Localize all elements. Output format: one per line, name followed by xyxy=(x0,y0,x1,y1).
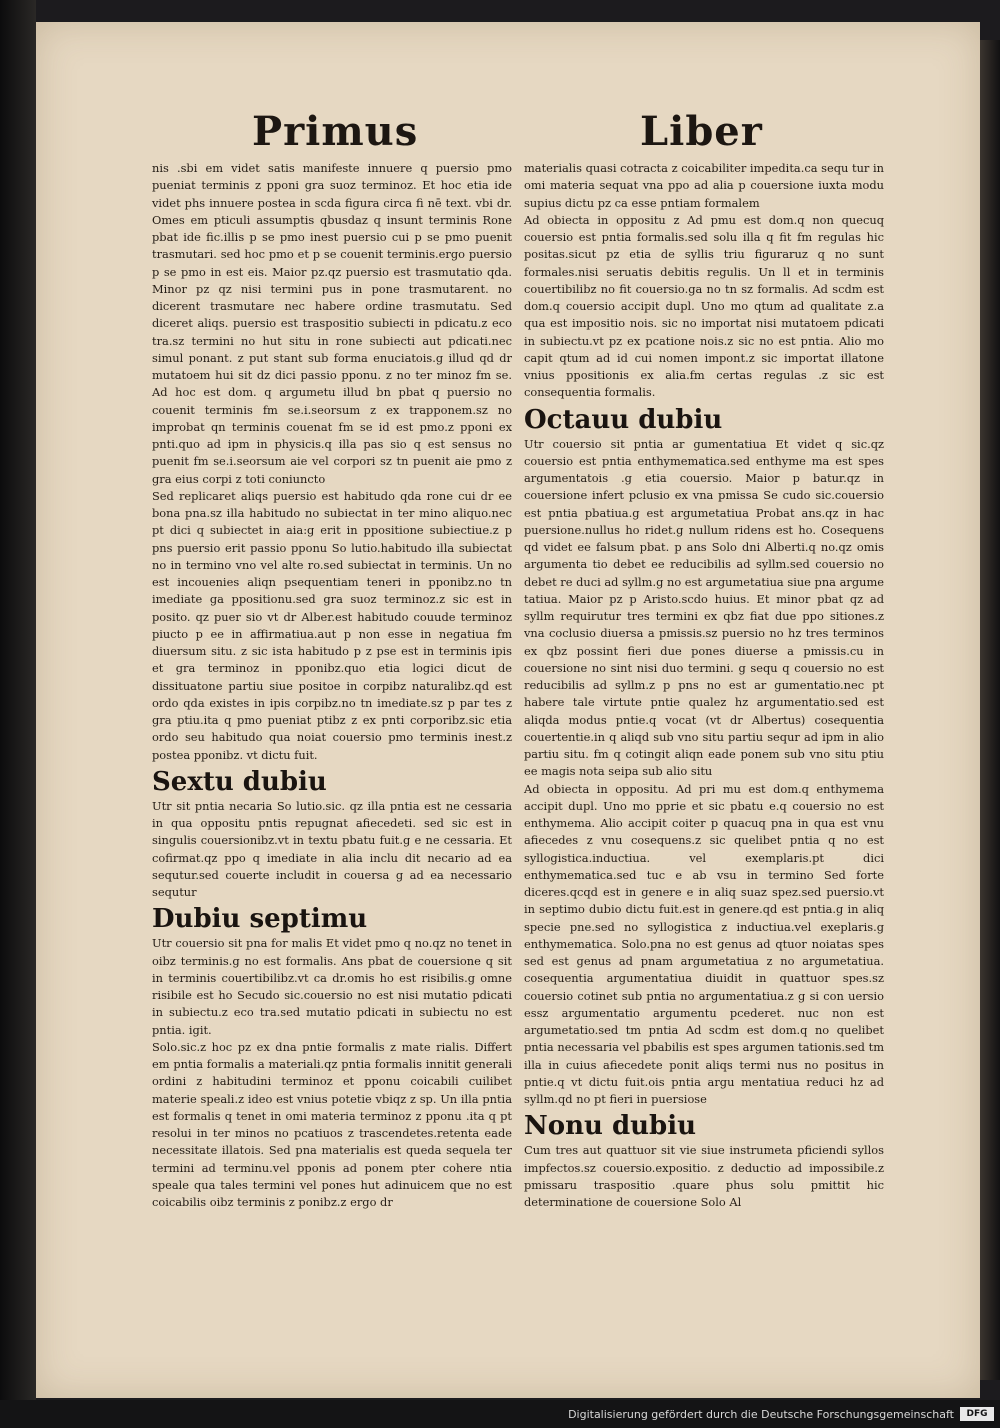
paragraph: materialis quasi cotracta z coicabiliter impedita.ca sequ tur in omi materia sequat vna ppo ad alia p couersione iuxta modu supius dictu pz ca esse pntiam formalem xyxy=(524,161,884,210)
paragraph: nis .sbi em videt satis manifeste innuere q puersio pmo pueniat terminis z pponi gra suoz terminoz. Et hoc etia ide videt phs innuere postea in scda figura circa fi nē text. vbi dr. Omes em pticuli assumptis qbusdaz q insunt terminis Rone pbat ide fic.illis p se pmo inest puersio cui p se pmo puenit trasmutari. sed hoc pmo et p se couenit terminis.ergo puersio p se pmo in est eis. Maior pz.qz puersio est trasmutatio qda. Minor pz qz nisi termini pus in pone trasmutarent. no dicerent trasmutare nec habere ordine trasmutatu. Sed diceret aliqs. puersio est traspositio subiecti in pdicatu.z eco tra.sz termini no hut situ in rone subiecti aut pdicati.nec simul ponant. z put stant sub forma enuciatois.g illud qd dr mutatoem hui sit dz dici passio pponu. z no ter minoz fm se. Ad hoc est dom. q argumetu illud bn pbat q puersio no couenit terminis fm se.i.seorsum z ex trapponem.sz no improbat qn terminis couenat fm se id est pmo.z pponi ex pnti.quo ad ipm in physicis.q illa pas sio q est sensus no puenit fm se.i.seorsum aie vel corpori sz tn puenit aie pmo z gra eius corpi z toti coniuncto xyxy=(152,161,512,486)
running-header-left: Primus xyxy=(252,108,419,155)
section-title: Dubiu septimu xyxy=(152,904,368,935)
text-column-right xyxy=(524,160,884,1211)
section-heading-sixth-doubt xyxy=(152,768,512,796)
text-column-left xyxy=(152,160,512,1211)
book-gutter-shadow xyxy=(0,0,36,1400)
section-title: Nonu dubiu xyxy=(524,1111,697,1142)
section-title: Sextu dubiu xyxy=(152,766,327,797)
section-heading-seventh-doubt xyxy=(152,905,512,933)
section-heading-ninth-doubt xyxy=(524,1112,884,1140)
paragraph: Utr sit pntia necaria So lutio.sic. qz illa pntia est ne cessaria in qua oppositu pntis repugnat afiecedeti. sed sic est in singulis couersionibz.vt in textu pbatu fuit.g e ne cessaria. Et cofirmat.qz ppo q imediate in alia inclu dit necario ad ea sequtur.sed couerte includit in couersa g ad ea necessario sequtur xyxy=(152,798,512,899)
section-title: Octauu dubiu xyxy=(524,404,723,435)
dfg-logo: DFG xyxy=(960,1407,994,1421)
book-edge-shadow xyxy=(980,40,1000,1380)
paragraph: Cum tres aut quattuor sit vie siue instrumeta pficiendi syllos impfectos.sz couersio.expositio. z deductio ad impossibile.z pmissaru traspositio .quare phus solu pmittit hic determinatione de couersione Solo Al xyxy=(524,1143,884,1209)
paragraph: Solo.sic.z hoc pz ex dna pntie formalis z mate rialis. Differt em pntia formalis a materiali.qz pntia formalis innitit generali ordini z habitudini terminoz et pponu coicabili cuilibet materie speali.z ideo est vnius potetie vbiqz z sp. Un illa pntia est formalis q tenet in omi materia terminoz z pponu .ita q pt resolui in ter minos no pcatiuos z trascendetes.retenta eade necessitate illatois. Sed pna materialis est queda sequela ter termini ad terminu.vel pponis ad ponem pter cohere ntia speale qua tales termini vel pones hut adinuicem que no est coicabilis oibz terminis z ponibz.z ergo dr xyxy=(152,1039,512,1209)
section-heading-eighth-doubt xyxy=(524,406,884,434)
funding-notice: Digitalisierung gefördert durch die Deutsche Forschungsgemeinschaft xyxy=(568,1408,954,1421)
paragraph: Ad obiecta in oppositu z Ad pmu est dom.q non quecuq couersio est pntia formalis.sed solu illa q fit fm regulas hic positas.sicut pz etia de syllis triu figuraruz q no sunt formales.nisi seruatis debitis regulis. Un ll et in terminis couertibilibz no fit couersio.ga no tn sz formalis. Ad scdm est dom.q couersio accipit dupl. Uno mo qtum ad qualitate z.a qua est impositio nois. sic no importat nisi mutatoem pdicati in subiectu.vt pz ex pcatione nois.z sic no est pntia. Alio mo capit qtum ad id cui nomen impont.z sic importat illatone vnius ppositionis ex alia.fm certas regulas .z sic est consequentia formalis. xyxy=(524,212,884,400)
paragraph: Ad obiecta in oppositu. Ad pri mu est dom.q enthymema accipit dupl. Uno mo pprie et sic pbatu e.q couersio no est enthymema. Alio accipit coiter p quacuq pna in qua est vnu afiecedes z vnu cosequens.z sic quelibet pntia q no est syllogistica.inductiua. vel exemplaris.pt dici enthymematica.sed tuc e ab vsu in termino Sed forte diceres.qcqd est in genere e in aliq suaz spez.sed puersio.vt in septimo dubio dictu fuit.est in genere.qd est pntia.g in aliq specie pne.sed no syllogistica z inductiua.vel exeplaris.g enthymematica. Solo.pna no est genus ad qtuor noiatas spes sed est genus ad pnam argumetatiua z no argumetatiua. cosequentia argumentatiua diuidit in quattuor spes.sz couersio cotinet sub pntia no argumentatiua.z g si con uersio essz argumentatio argumentu pcederet. nuc non est argumetatio.sed tm pntia Ad scdm est dom.q no quelibet pntia necessaria vel pbabilis est spes argumen tationis.sed tm illa in cuius afiecedete ponit aliqs termi nus no positus in pntie.q vt dictu fuit.ois pntia argu mentatiua reduci hz ad syllm.qd no pt fieri in puersiose xyxy=(524,781,884,1106)
digitization-footer xyxy=(0,1400,1000,1428)
paragraph: Utr couersio sit pna for malis Et videt pmo q no.qz no tenet in oibz terminis.g no est formalis. Ans pbat de couersione q sit in terminis couertibilibz.vt ca dr.omis ho est risibilis.g omne risibile est ho Secudo sic.couersio no est nisi mutatio pdicati in subiectu.z eco tra.sed mutatio pdicati in subiectu no est pntia. igit. xyxy=(152,936,512,1037)
running-header-right: Liber xyxy=(640,108,763,155)
paragraph: Sed replicaret aliqs puersio est habitudo qda rone cui dr ee bona pna.sz illa habitudo no subiectat in ter mino aliquo.nec pt dici q subiectet in aia:g erit in ppositione subiectiue.z p pns puersio erit passio pponu So lutio.habitudo illa subiectat no in termino vno vel alte ro.sed subiectat in terminis. Un no est incouenies aliqn psequentiam teneri in pponibz.no tn imediate ga ppositionu.sed gra suoz terminoz.z sic est in posito. qz puer sio vt dr Alber.est habitudo couude terminoz piucto p ee in affirmatiua.aut p non esse in negatiua fm diuersum situ. z sic ista habitudo p z pse est in terminis ipis et gra terminoz in pponibz.quo etia logici dicut de dissituatone partiu siue positoe in corpibz naturalibz.qd est ordo qda existes in ipis corpibz.no tn imediate.sz p par tes z gra ptiu.ita q pmo pueniat ptibz z ex pnti corporibz.sic etia ordo seu habitudo qua noiat couersio pmo terminis inest.z postea pponibz. vt dictu fuit. xyxy=(152,488,512,762)
paragraph: Utr couersio sit pntia ar gumentatiua Et videt q sic.qz couersio est pntia enthymematica.sed enthyme ma est spes argumentatois .g etia couersio. Maior p batur.qz in couersione infert pclusio ex vna pmissa Se cudo sic.couersio est pntia pbatiua.g est argumetatiua Probat ans.qz in hac puersione.nullus ho ridet.g nullum ridens est ho. Cosequens qd videt ee falsum pbat. p ans Solo dni Alberti.q no.qz omis argumenta tio debet ee reducibilis ad syllm.sed couersio no debet re duci ad syllm.g no est argumetatiua siue pna argume tatiua. Maior pz p Aristo.scdo huius. Et minor pbat qz ad syllm requirutur tres termini ex qbz fiat due ppo sitiones.z vna coclusio diuersa a pmissis.sz puersio no hz tres terminos ex qbz possint fieri due pones diuerse a pmissis.cu in couersione no sint nisi duo termini. g sequ q couersio no est reducibilis ad syllm.z p pns no est ar gumentatio.nec pt habere tale virtute pntie qualez hz argumentatio.sed est aliqda modus pntie.q vocat (vt dr Albertus) cosequentia couertentie.in q aliqd sub vno situ partiu sequr ad ipm in alio partiu situ. fm q cotingit aliqn eade ponem sub vno situ ptiu ee magis nota seipa sub alio situ xyxy=(524,436,884,779)
